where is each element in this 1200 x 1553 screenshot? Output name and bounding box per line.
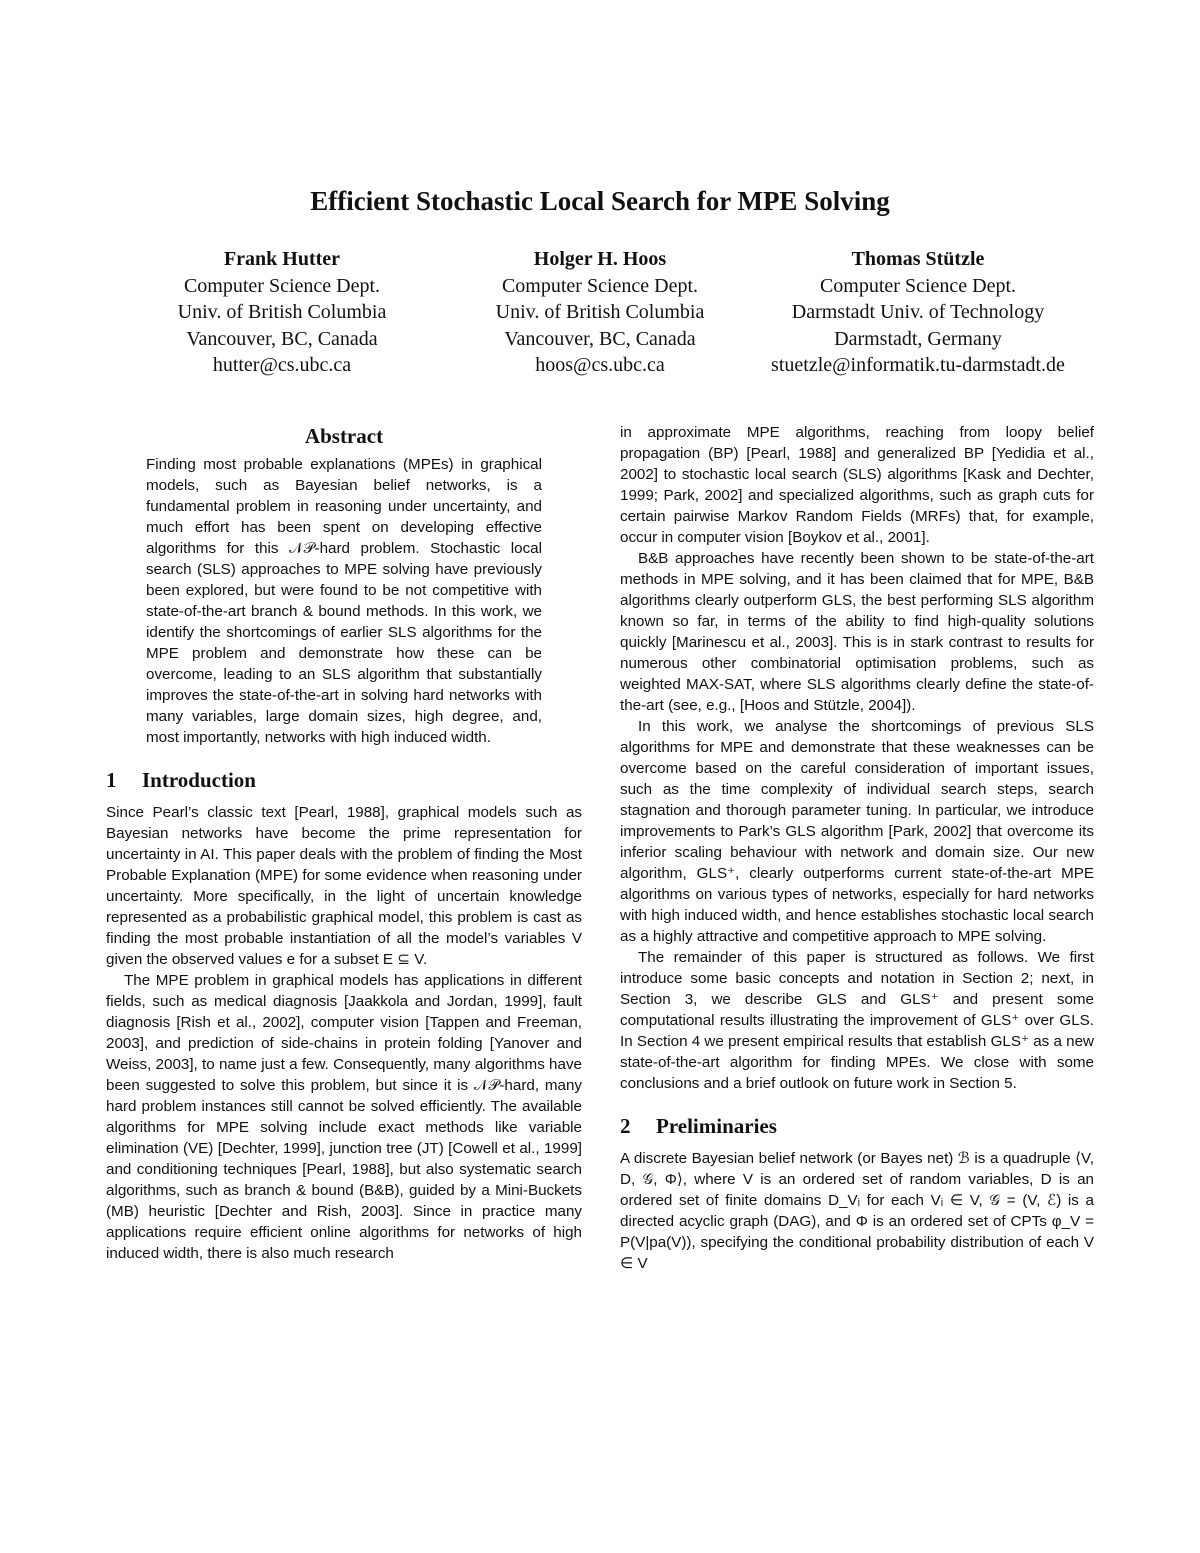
preliminaries-paragraph-1: A discrete Bayesian belief network (or Bayes net) ℬ is a quadruple ⟨V, D, 𝒢, Φ⟩, where V is an ordered set of random variables, D is an ordered set of finite domains D_Vᵢ for each Vᵢ ∈ V, 𝒢 = (V, ℰ) is a directed acyclic graph (DAG), and Φ is an ordered set of CPTs φ_V = P(V|pa(V)), specifying the conditional probability distribution of each V ∈ V xyxy=(620,1150,1094,1272)
author-hutter xyxy=(112,246,452,379)
abstract-body xyxy=(106,454,582,748)
right-column xyxy=(620,422,1094,1274)
section-title: Preliminaries xyxy=(656,1114,777,1138)
author-name: Frank Hutter xyxy=(223,248,341,270)
author-email: hutter@cs.ubc.ca xyxy=(212,354,352,376)
left-column xyxy=(106,422,582,1264)
author-block xyxy=(130,246,1130,386)
author-name: Holger H. Hoos xyxy=(533,248,667,270)
author-dept: Computer Science Dept. xyxy=(501,274,699,297)
intro-paragraph-4: B&B approaches have recently been shown to be state-of-the-art methods in MPE solving, and it has been claimed that for MPE, B&B algorithms clearly outperform GLS, the best performing SLS algorithm known so far, in terms of the ability to find high-quality solutions quickly [Marinescu et al., 2003]. This is in stark contrast to results for numerous other combinatorial optimisation problems, such as weighted MAX-SAT, where SLS algorithms clearly define the state-of-the-art (see, e.g., [Hoos and Stützle, 2004]). xyxy=(620,550,1094,714)
author-dept: Computer Science Dept. xyxy=(183,274,381,297)
section-1-heading xyxy=(106,766,582,794)
author-city: Vancouver, BC, Canada xyxy=(504,327,696,350)
author-city: Darmstadt, Germany xyxy=(834,327,1002,350)
author-hoos xyxy=(430,246,770,379)
author-email: stuetzle@informatik.tu-darmstadt.de xyxy=(771,354,1065,376)
section-2-heading xyxy=(620,1112,1094,1140)
author-dept: Computer Science Dept. xyxy=(819,274,1017,297)
intro-paragraph-5: In this work, we analyse the shortcomings of previous SLS algorithms for MPE and demonstrate that these weaknesses can be overcome based on the careful consideration of important issues, such as the time complexity of individual search steps, search stagnation and thorough parameter tuning. In particular, we introduce improvements to Park’s GLS algorithm [Park, 2002] that overcome its inferior scaling behaviour with network and domain size. Our new algorithm, GLS⁺, clearly outperforms current state-of-the-art MPE algorithms on various types of networks, especially for hard networks with high induced width, and hence establishes stochastic local search as a highly attractive and competitive approach to MPE solving. xyxy=(620,718,1094,945)
intro-paragraph-2: The MPE problem in graphical models has applications in different fields, such as medical diagnosis [Jaakkola and Jordan, 1999], fault diagnosis [Rish et al., 2002], computer vision [Tappen and Freeman, 2003], and prediction of side-chains in protein folding [Yanover and Weiss, 2003], to name just a few. Consequently, many algorithms have been suggested to solve this problem, but since it is 𝒩𝒫-hard, many hard problem instances still cannot be solved efficiently. The available algorithms for MPE solving include exact methods like variable elimination (VE) [Dechter, 1999], junction tree (JT) [Cowell et al., 1999] and conditioning techniques [Pearl, 1988], but also systematic search algorithms, such as branch & bound (B&B), guided by a Mini-Buckets (MB) heuristic [Dechter and Rish, 2003]. Since in practice many applications require efficient online algorithms for networks of high induced width, there is also much research xyxy=(106,972,582,1262)
intro-paragraph-1: Since Pearl’s classic text [Pearl, 1988], graphical models such as Bayesian networks have become the prime representation for uncertainty in AI. This paper deals with the problem of finding the Most Probable Explanation (MPE) for some evidence when reasoning under uncertainty. More specifically, in the light of uncertain knowledge represented as a probabilistic graphical model, this problem is cast as finding the most probable instantiation of all the model’s variables V given the observed values e for a subset E ⊆ V. xyxy=(106,804,582,968)
abstract-heading: Abstract xyxy=(304,424,384,448)
author-univ: Univ. of British Columbia xyxy=(495,301,705,323)
section-number: 1 xyxy=(106,768,117,792)
author-city: Vancouver, BC, Canada xyxy=(186,327,378,350)
paper-title: Efficient Stochastic Local Search for MPE Solving xyxy=(310,186,890,216)
intro-paragraph-3: in approximate MPE algorithms, reaching from loopy belief propagation (BP) [Pearl, 1988] and generalized BP [Yedidia et al., 2002] to stochastic local search (SLS) algorithms [Kask and Dechter, 1999; Park, 2002] and specialized algorithms, such as graph cuts for certain pairwise Markov Random Fields (MRFs) that, for example, occur in computer vision [Boykov et al., 2001]. xyxy=(620,424,1094,546)
author-stuetzle xyxy=(748,246,1088,379)
author-univ: Univ. of British Columbia xyxy=(177,301,387,323)
author-name: Thomas Stützle xyxy=(851,248,985,270)
abstract-text: Finding most probable explanations (MPEs) in graphical models, such as Bayesian belief networks, is a fundamental problem in reasoning under uncertainty, and much effort has been spent on developing effective algorithms for this 𝒩𝒫-hard problem. Stochastic local search (SLS) approaches to MPE solving have previously been explored, but were found to be not competitive with state-of-the-art branch & bound methods. In this work, we identify the shortcomings of earlier SLS algorithms for the MPE problem and demonstrate how these can be overcome, leading to an SLS algorithm that substantially improves the state-of-the-art in solving hard networks with many variables, large domain sizes, high degree, and, most importantly, networks with high induced width. xyxy=(146,456,542,746)
author-email: hoos@cs.ubc.ca xyxy=(535,354,665,376)
author-univ: Darmstadt Univ. of Technology xyxy=(791,301,1045,323)
section-title: Introduction xyxy=(142,768,256,792)
section-number: 2 xyxy=(620,1114,631,1138)
intro-paragraph-6: The remainder of this paper is structured as follows. We first introduce some basic concepts and notation in Section 2; next, in Section 3, we describe GLS and GLS⁺ and present some computational results illustrating the improvement of GLS⁺ over GLS. In Section 4 we present empirical results that establish GLS⁺ as a new state-of-the-art algorithm for finding MPEs. We close with some conclusions and a brief outlook on future work in Section 5. xyxy=(620,949,1095,1092)
